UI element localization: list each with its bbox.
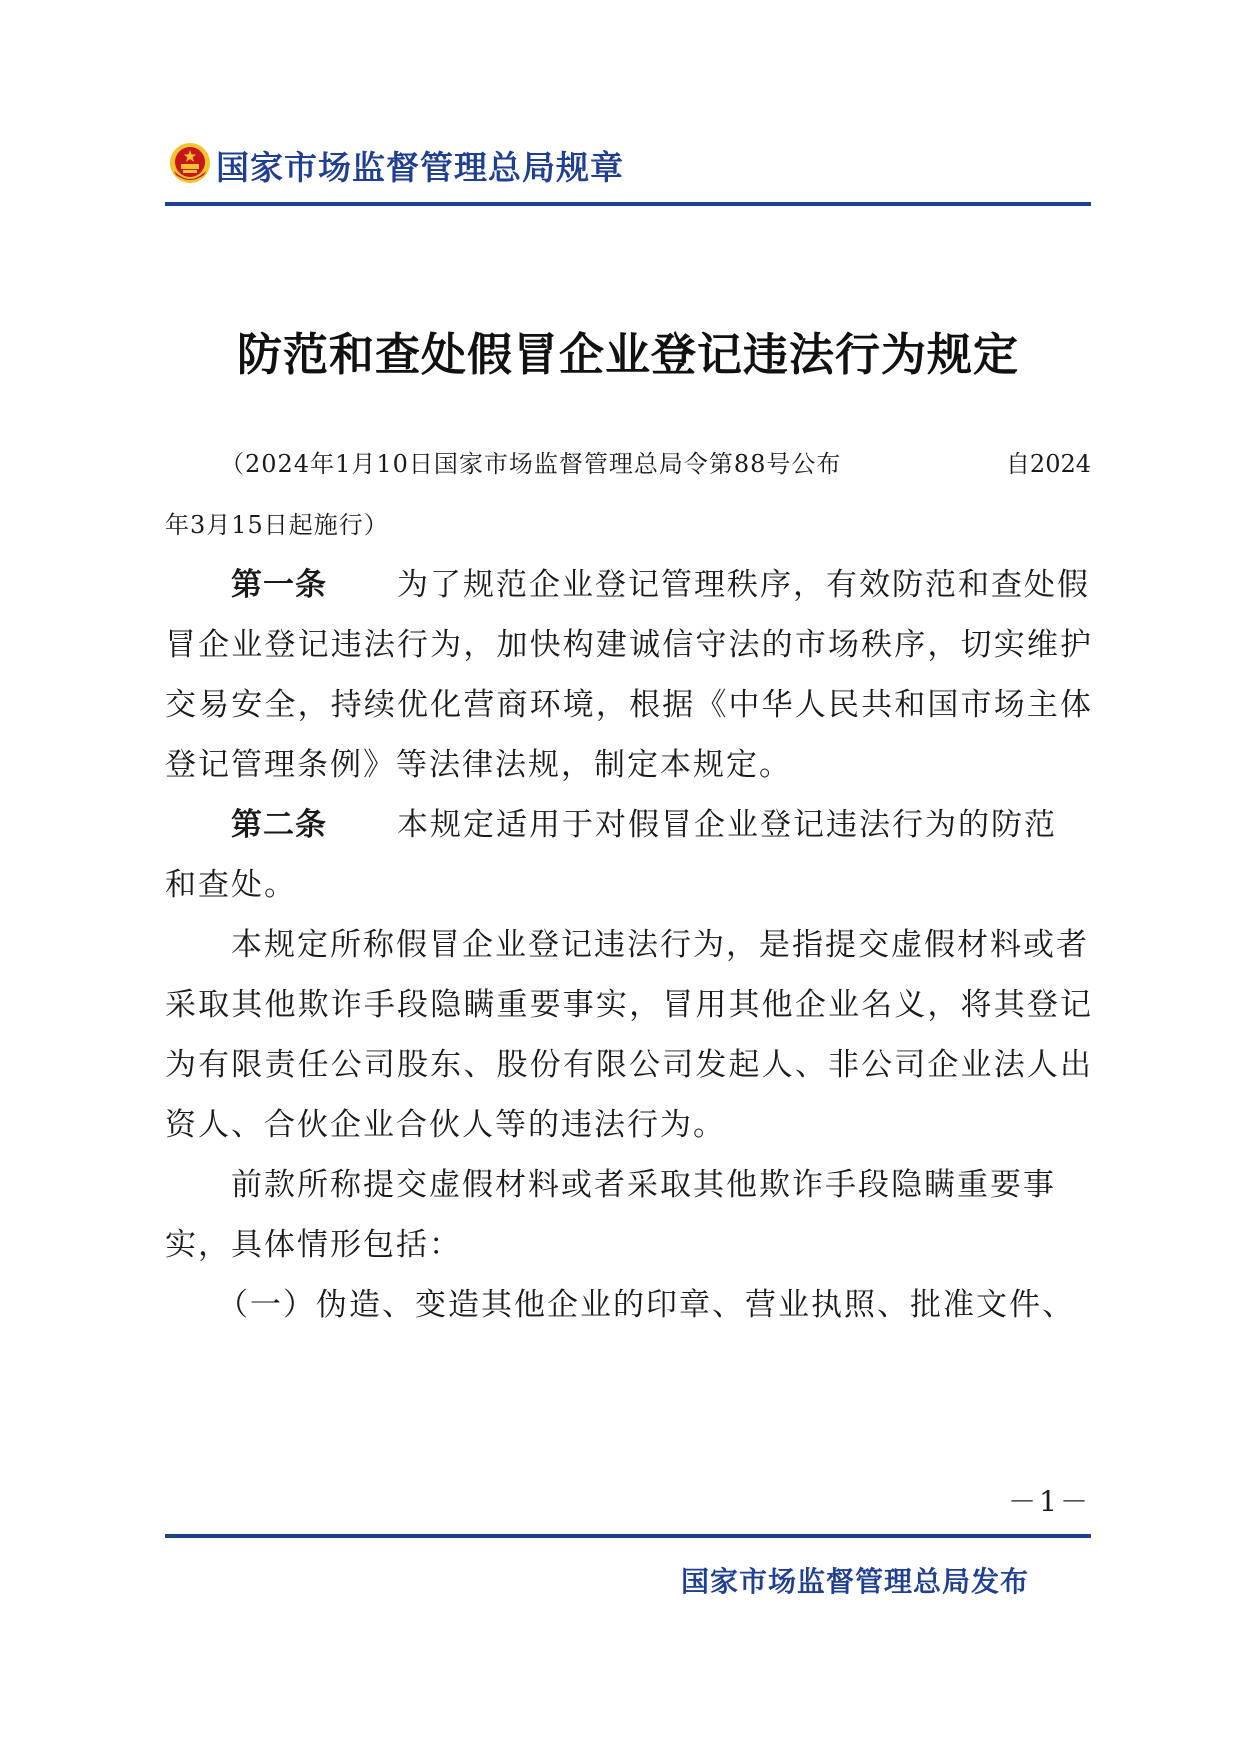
article-label: 第二条 [231, 807, 327, 843]
footer-publisher: 国家市场监督管理总局发布 [680, 1565, 1029, 1598]
article-1-line-3: 交易安全，持续优化营商环境，根据《中华人民共和国市场主体 [165, 687, 1091, 723]
article-2-line-2: 和查处。 [165, 867, 297, 903]
header-divider [165, 202, 1091, 206]
header [168, 138, 1088, 198]
paragraph-1-line-2: 采取其他欺诈手段隐瞒重要事实，冒用其他企业名义，将其登记 [165, 987, 1091, 1023]
paragraph-1-line-4: 资人、合伙企业合伙人等的违法行为。 [165, 1107, 726, 1143]
article-text: 本规定适用于对假冒企业登记违法行为的防范 [397, 807, 1057, 843]
promulgation-note: （2024年1月10日国家市场监督管理总局令第88号公布 [220, 450, 842, 478]
page-number: －1－ [1008, 1485, 1091, 1518]
article-text: 为了规范企业登记管理秩序，有效防范和查处假 [397, 567, 1090, 603]
article-1-line-2: 冒企业登记违法行为，加快构建诚信守法的市场秩序，切实维护 [165, 627, 1091, 663]
document-title: 防范和查处假冒企业登记违法行为规定 [236, 328, 1019, 381]
paragraph-2-line-2: 实，具体情形包括： [165, 1227, 462, 1263]
effective-note-start: 自2024 [1005, 450, 1091, 478]
article-1-line-1 [165, 560, 1091, 610]
effective-note-end: 年3月15日起施行） [165, 511, 389, 539]
paragraph-1-line-1: 本规定所称假冒企业登记违法行为，是指提交虚假材料或者 [231, 927, 1089, 963]
national-emblem-icon [168, 141, 212, 185]
list-item-1-line-1: （一）伪造、变造其他企业的印章、营业执照、批准文件、 [217, 1287, 1075, 1323]
footer-divider [165, 1534, 1091, 1538]
article-label: 第一条 [231, 567, 327, 603]
article-2-line-1 [165, 800, 1091, 850]
header-title: 国家市场监督管理总局规章 [216, 148, 624, 187]
article-1-line-4: 登记管理条例》等法律法规，制定本规定。 [165, 747, 792, 783]
paragraph-1-line-3: 为有限责任公司股东、股份有限公司发起人、非公司企业法人出 [165, 1047, 1091, 1083]
paragraph-2-line-1: 前款所称提交虚假材料或者采取其他欺诈手段隐瞒重要事 [231, 1167, 1056, 1203]
